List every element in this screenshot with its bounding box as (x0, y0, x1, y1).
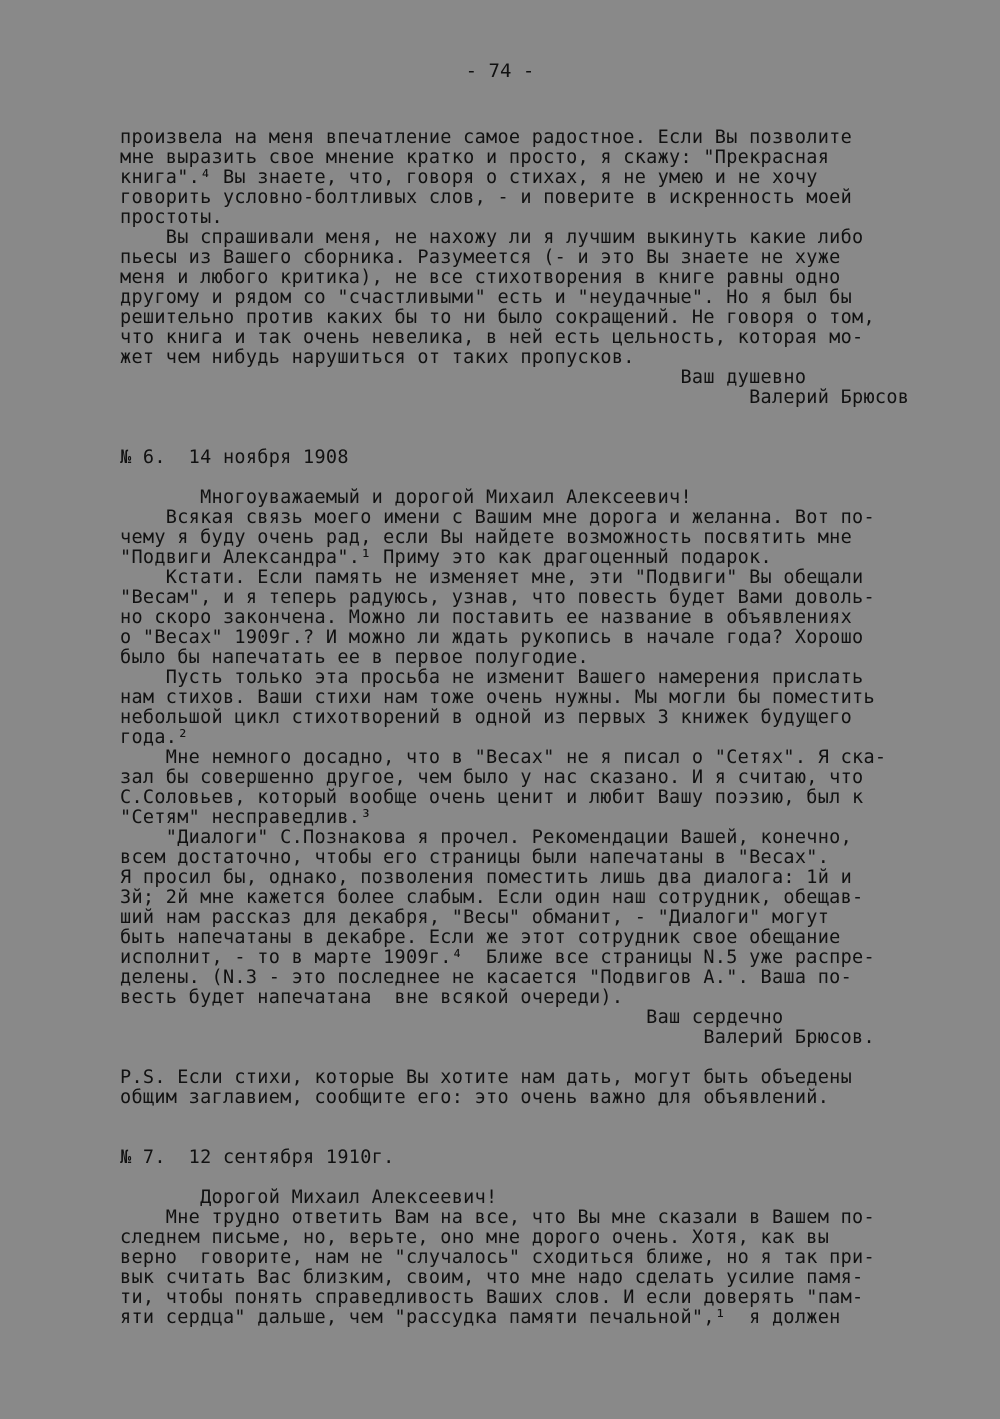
text-line: Я просил бы, однако, позволения поместить лишь два диалога: 1й и (120, 867, 853, 888)
text-line: другому и рядом со "счастливыми" есть и "неудачные". Но я был бы (120, 287, 853, 308)
text-line: общим заглавием, сообщите его: это очень важно для объявлений. (120, 1087, 830, 1108)
text-line: зал бы совершенно другое, чем было у нас сказано. И я считаю, что (120, 767, 864, 788)
text-line: жет чем нибудь нарушиться от таких пропусков. (120, 347, 635, 368)
text-line: Многоуважаемый и дорогой Михаил Алексеевич! (120, 487, 692, 508)
text-line: Вы спрашивали меня, не нахожу ли я лучшим выкинуть какие либо (120, 227, 864, 248)
text-line: ти, чтобы понять справедливость Ваших слов. И если доверять "пам- (120, 1287, 864, 1308)
text-line: всем достаточно, чтобы его страницы были напечатаны в "Весах". (120, 847, 830, 868)
text-line: года.² (120, 727, 189, 748)
text-line: Ваш сердечно (120, 1007, 784, 1028)
text-line: яти сердца" дальше, чем "рассудка памяти печальной",¹ я должен (120, 1307, 841, 1328)
text-line: P.S. Если стихи, которые Вы хотите нам дать, могут быть объедены (120, 1067, 853, 1088)
text-line: мне выразить свое мнение кратко и просто, я скажу: "Прекрасная (120, 147, 830, 168)
text-line: "Сетям" несправедлив.³ (120, 807, 372, 828)
text-line: было бы напечатать ее в первое полугодие. (120, 647, 589, 668)
text-line: говорить условно-болтливых слов, - и поверите в искренность моей (120, 187, 853, 208)
text-line: С.Соловьев, который вообще очень ценит и любит Вашу поэзию, был к (120, 787, 864, 808)
text-line: Кстати. Если память не изменяет мне, эти "Подвиги" Вы обещали (120, 567, 864, 588)
text-line: простоты. (120, 207, 223, 228)
text-line: нам стихов. Ваши стихи нам тоже очень нужны. Мы могли бы поместить (120, 687, 875, 708)
text-line: № 6. 14 ноября 1908 (120, 447, 349, 468)
text-line: ший нам рассказ для декабря, "Весы" обманит, - "Диалоги" могут (120, 907, 830, 928)
text-line: меня и любого критика), не все стихотворения в книге равны одно (120, 267, 841, 288)
text-line: но скоро закончена. Можно ли поставить ее название в объявлениях (120, 607, 853, 628)
text-line: № 7. 12 сентября 1910г. (120, 1147, 395, 1168)
text-line: "Весам", и я теперь радуюсь, узнав, что повесть будет Вами доволь- (120, 587, 875, 608)
text-line: 3й; 2й мне кажется более слабым. Если один наш сотрудник, обещав- (120, 887, 864, 908)
text-line: чему я буду очень рад, если Вы найдете возможность посвятить мне (120, 527, 853, 548)
text-line: Пусть только эта просьба не изменит Вашего намерения прислать (120, 667, 864, 688)
page-number: - 74 - (465, 60, 535, 82)
text-line: Дорогой Михаил Алексеевич! (120, 1187, 498, 1208)
text-line: пьесы из Вашего сборника. Разумеется (- и это Вы знаете не хуже (120, 247, 841, 268)
text-line: Ваш душевно (120, 367, 807, 388)
text-line: о "Весах" 1909г.? И можно ли ждать рукопись в начале года? Хорошо (120, 627, 864, 648)
text-line: следнем письме, но, верьте, оно мне дорого очень. Хотя, как вы (120, 1227, 830, 1248)
text-line: верно говорите, нам не "случалось" сходиться ближе, но я так при- (120, 1247, 875, 1268)
text-line: быть напечатаны в декабре. Если же этот сотрудник свое обещание (120, 927, 841, 948)
text-line: что книга и так очень невелика, в ней есть цельность, которая мо- (120, 327, 864, 348)
text-line: "Подвиги Александра".¹ Приму это как драгоценный подарок. (120, 547, 772, 568)
text-line: Мне трудно ответить Вам на все, что Вы мне сказали в Вашем по- (120, 1207, 875, 1228)
text-line: вык считать Вас близким, своим, что мне надо сделать усилие памя- (120, 1267, 864, 1288)
text-line: весть будет напечатана вне всякой очереди). (120, 987, 624, 1008)
text-line: "Диалоги" С.Познакова я прочел. Рекомендации Вашей, конечно, (120, 827, 853, 848)
text-line: Валерий Брюсов (120, 387, 910, 408)
text-line: Валерий Брюсов. (120, 1027, 875, 1048)
text-line: исполнит, - то в марте 1909г.⁴ Ближе все страницы N.5 уже распре- (120, 947, 875, 968)
text-line: книга".⁴ Вы знаете, что, говоря о стихах, я не умею и не хочу (120, 167, 818, 188)
text-line: Мне немного досадно, что в "Весах" не я писал о "Сетях". Я ска- (120, 747, 887, 768)
text-line: произвела на меня впечатление самое радостное. Если Вы позволите (120, 127, 853, 148)
text-line: делены. (N.3 - это последнее не касается "Подвигов А.". Ваша по- (120, 967, 853, 988)
text-line: решительно против каких бы то ни было сокращений. Не говоря о том, (120, 307, 875, 328)
text-line: небольшой цикл стихотворений в одной из первых 3 книжек будущего (120, 707, 853, 728)
text-line: Всякая связь моего имени с Вашим мне дорога и желанна. Вот по- (120, 507, 875, 528)
